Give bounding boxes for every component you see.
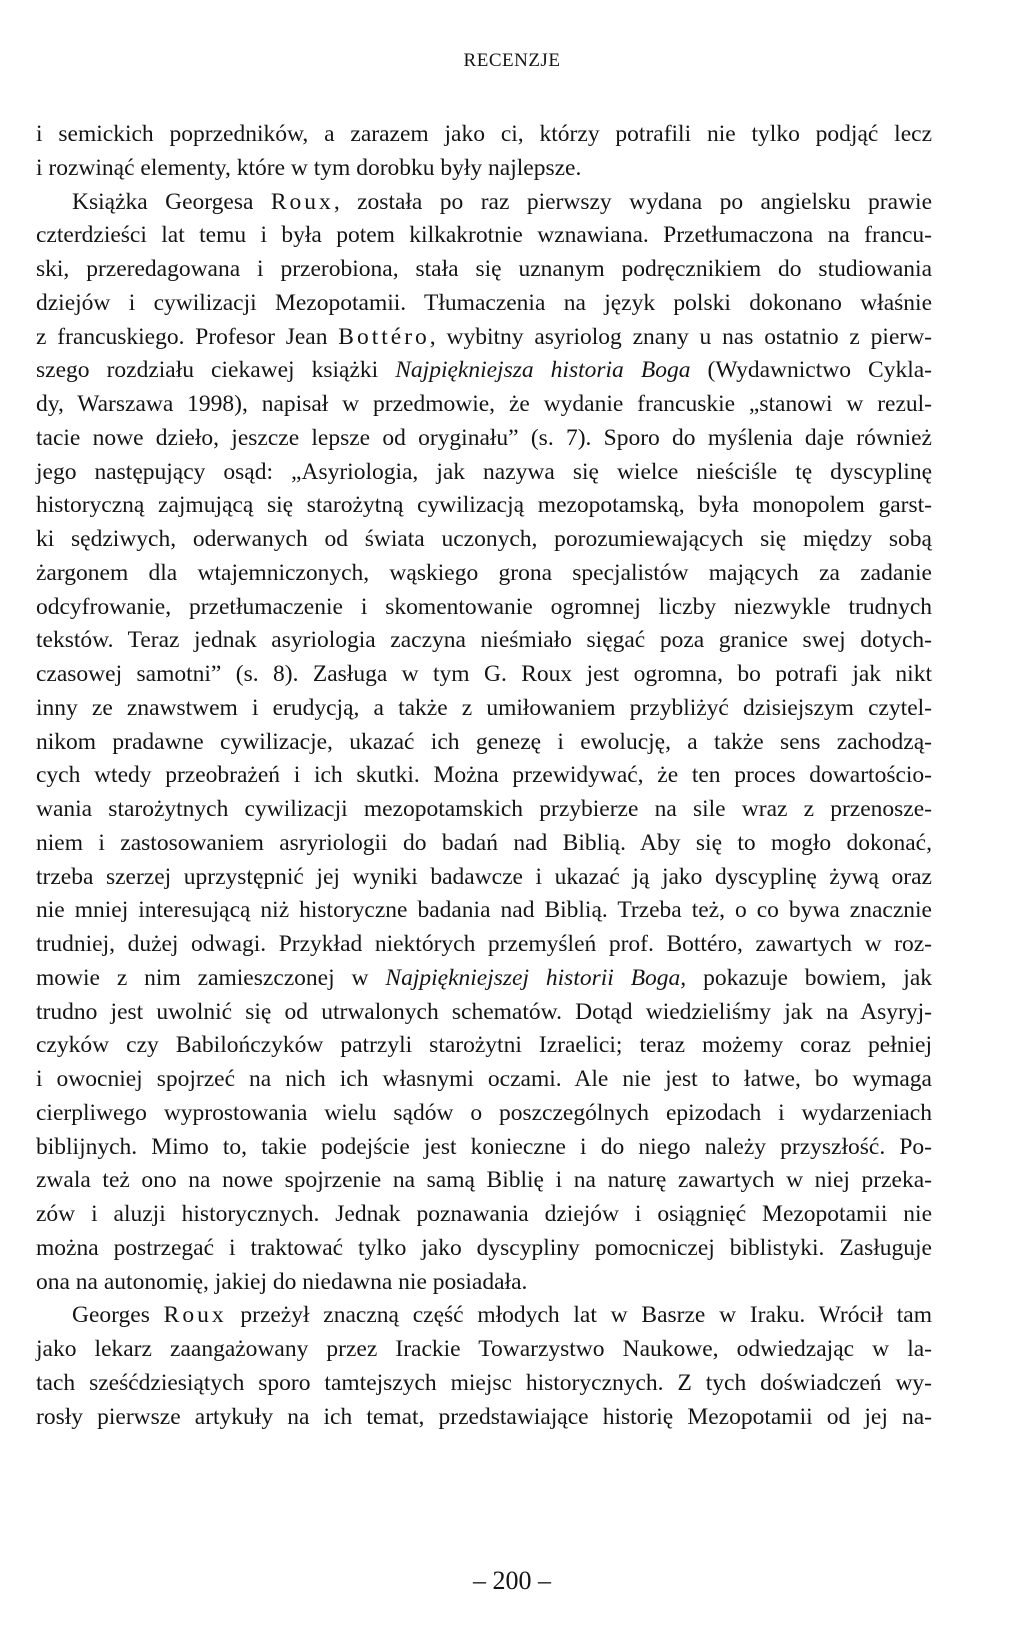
- text-line: [36, 860, 932, 894]
- text-line: [36, 151, 932, 185]
- text-segment: jego następujący osąd: „Asyriologia, jak nazywa się wielce nieściśle tę dyscyplinę: [36, 458, 932, 485]
- text-segment: z francuskiego. Profesor Jean: [36, 323, 339, 350]
- spaced-name: Bottéro: [338, 323, 430, 350]
- text-segment: inny ze znawstwem i erudycją, a także z umiłowaniem przybliżyć dzisiejszym czytel-: [36, 694, 932, 721]
- text-line: [36, 286, 932, 320]
- italic-title: Najpiękniejszej historii Boga,: [385, 964, 687, 991]
- text-line: [36, 995, 932, 1029]
- text-segment: tach sześćdziesiątych sporo tamtejszych miejsc historycznych. Z tych doświadczeń wy-: [36, 1369, 932, 1396]
- text-line: [36, 1298, 932, 1332]
- text-line: [36, 1028, 932, 1062]
- text-line: [36, 488, 932, 522]
- text-segment: rosły pierwsze artykuły na ich temat, przedstawiające historię Mezopotamii od jej na-: [36, 1403, 932, 1430]
- text-segment: ki sędziwych, oderwanych od świata uczonych, porozumiewających się między sobą: [36, 526, 932, 552]
- text-segment: pokazuje bowiem, jak: [686, 964, 932, 991]
- text-line: [36, 1332, 932, 1366]
- text-line: [36, 893, 932, 927]
- text-line: [36, 725, 932, 759]
- text-segment: tekstów. Teraz jednak asyriologia zaczyna nieśmiało sięgać poza granice swej dotych-: [36, 627, 932, 654]
- text-segment: czterdzieści lat temu i była potem kilkakrotnie wznawiana. Przetłumaczona na francu-: [36, 222, 932, 249]
- text-segment: można postrzegać i traktować tylko jako dyscypliny pomocniczej biblistyki. Zasługuje: [36, 1234, 932, 1261]
- text-segment: nie mniej interesującą niż historyczne badania nad Biblią. Trzeba też, o co bywa znacznie: [36, 897, 932, 924]
- text-segment: , wybitny asyriolog znany u nas ostatnio z pierw-: [429, 323, 932, 350]
- text-line: [36, 218, 932, 252]
- text-line: [36, 691, 932, 725]
- text-segment: jako lekarz zaangażowany przez Irackie Towarzystwo Naukowe, odwiedzając w la-: [36, 1336, 932, 1362]
- text-segment: mowie z nim zamieszczonej w: [36, 964, 386, 991]
- text-line: [36, 1231, 932, 1265]
- text-line: [36, 455, 932, 489]
- text-segment: i rozwinąć elementy, które w tym dorobku były najlepsze.: [36, 154, 582, 181]
- text-segment: , została po raz pierwszy wydana po angielsku prawie: [333, 188, 932, 215]
- running-header: RECENZJE: [463, 50, 561, 71]
- text-line: [36, 185, 932, 219]
- text-line: [36, 826, 932, 860]
- text-line: [36, 353, 932, 387]
- text-line: [36, 1197, 932, 1231]
- text-line: [36, 1265, 932, 1299]
- text-segment: nikom pradawne cywilizacje, ukazać ich genezę i ewolucję, a także sens zachodzą-: [36, 728, 932, 755]
- text-line: [36, 590, 932, 624]
- text-line: [36, 1400, 932, 1434]
- page-number: – 200 –: [473, 1566, 551, 1595]
- text-segment: ona na autonomię, jakiej do niedawna nie posiadała.: [36, 1268, 528, 1295]
- text-line: [36, 1130, 932, 1164]
- text-line: [36, 1096, 932, 1130]
- text-line: [36, 927, 932, 961]
- text-line: [36, 252, 932, 286]
- text-segment: i owocniej spojrzeć na nich ich własnymi oczami. Ale nie jest to łatwe, bo wymaga: [36, 1066, 932, 1092]
- text-segment: niem i zastosowaniem asryriologii do badań nad Biblią. Aby się to mogło dokonać,: [36, 829, 932, 856]
- text-line: [36, 387, 932, 421]
- text-segment: szego rozdziału ciekawej książki: [36, 357, 396, 384]
- text-segment: cierpliwego wyprostowania wielu sądów o poszczególnych epizodach i wydarzeniach: [36, 1099, 932, 1126]
- text-segment: czasowej samotni” (s. 8). Zasługa w tym G. Roux jest ogromna, bo potrafi jak nikt: [36, 661, 932, 687]
- text-line: [36, 758, 932, 792]
- text-segment: tacie nowe dzieło, jeszcze lepsze od oryginału” (s. 7). Sporo do myślenia daje również: [36, 424, 932, 451]
- text-line: [36, 1366, 932, 1400]
- text-line: [36, 961, 932, 995]
- text-segment: historyczną zajmującą się starożytną cywilizacją mezopotamską, była monopolem garst-: [36, 492, 932, 519]
- text-segment: ski, przeredagowana i przerobiona, stała się uznanym podręcznikiem do studiowania: [36, 256, 932, 282]
- text-segment: trudniej, dużej odwagi. Przykład niektórych przemyśleń prof. Bottéro, zawartych w roz-: [36, 931, 932, 957]
- text-line: [36, 320, 932, 354]
- text-line: [36, 1062, 932, 1096]
- text-segment: (Wydawnictwo Cykla-: [690, 357, 933, 384]
- text-line: [36, 792, 932, 826]
- spaced-name: Roux: [270, 188, 334, 215]
- text-segment: i semickich poprzedników, a zarazem jako ci, którzy potrafili nie tylko podjąć lecz: [36, 121, 932, 147]
- text-segment: trudno jest uwolnić się od utrwalonych schematów. Dotąd wiedzieliśmy jak na Asyryj-: [36, 998, 932, 1025]
- text-segment: zów i aluzji historycznych. Jednak poznawania dziejów i osiągnięć Mezopotamii nie: [36, 1201, 932, 1227]
- text-segment: przeżył znaczną część młodych lat w Basrze w Iraku. Wrócił tam: [226, 1302, 932, 1329]
- text-segment: żargonem dla wtajemniczonych, wąskiego grona specjalistów mających za zadanie: [36, 559, 932, 586]
- spaced-name: Roux: [163, 1302, 227, 1329]
- italic-title: Najpiękniejsza historia Boga: [395, 357, 691, 384]
- text-segment: dziejów i cywilizacji Mezopotamii. Tłumaczenia na język polski dokonano właśnie: [36, 289, 932, 316]
- text-segment: zwala też ono na nowe spojrzenie na samą Biblię i na naturę zawartych w niej przeka-: [36, 1167, 932, 1194]
- text-segment: Książka Georgesa: [72, 188, 271, 215]
- text-segment: trzeba szerzej uprzystępnić jej wyniki badawcze i ukazać ją jako dyscyplinę żywą oraz: [36, 863, 932, 890]
- text-line: [36, 657, 932, 691]
- text-line: [36, 117, 932, 151]
- text-line: [36, 421, 932, 455]
- text-segment: czyków czy Babilończyków patrzyli starożytni Izraelici; teraz możemy coraz pełniej: [36, 1032, 932, 1059]
- text-segment: wania starożytnych cywilizacji mezopotamskich przybierze na sile wraz z przenosze-: [36, 796, 932, 822]
- text-segment: odcyfrowanie, przetłumaczenie i skomentowanie ogromnej liczby niezwykle trudnych: [36, 593, 932, 620]
- text-segment: Georges: [72, 1302, 164, 1329]
- text-line: [36, 556, 932, 590]
- text-line: [36, 1163, 932, 1197]
- text-line: [36, 623, 932, 657]
- text-segment: cych wtedy przeobrażeń i ich skutki. Można przewidywać, że ten proces dowartościo-: [36, 762, 932, 789]
- text-segment: biblijnych. Mimo to, takie podejście jest konieczne i do niego należy przyszłość. Po-: [36, 1133, 932, 1160]
- text-segment: dy, Warszawa 1998), napisał w przedmowie, że wydanie francuskie „stanowi w rezul-: [36, 391, 932, 417]
- text-line: [36, 522, 932, 556]
